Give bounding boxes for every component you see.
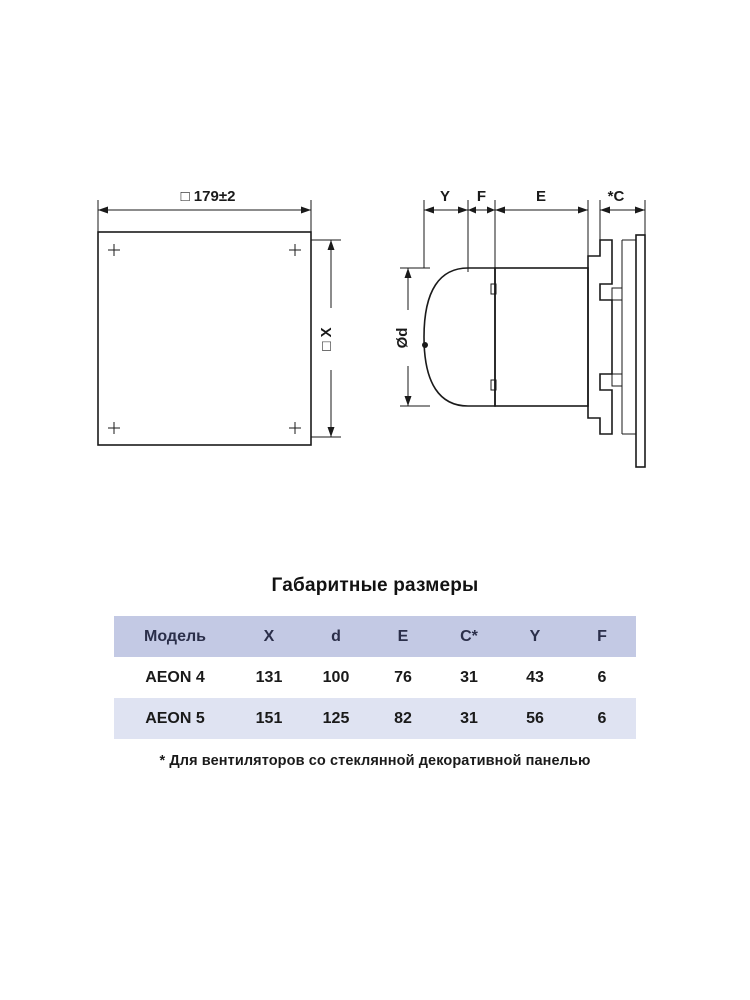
- column-header-f: F: [568, 616, 636, 657]
- column-header-x: X: [236, 616, 302, 657]
- corner-mark-top-left: [108, 244, 120, 256]
- side-dim-label-e: E: [535, 188, 547, 205]
- decorative-panel: [636, 235, 645, 467]
- front-width-label: □ 179±2: [180, 188, 236, 205]
- cell-x-aeon4: 131: [236, 657, 302, 698]
- front-panel-outline: [98, 232, 311, 445]
- flange-tab-top: [612, 288, 622, 300]
- column-header-c: C*: [436, 616, 502, 657]
- column-header-e: E: [370, 616, 436, 657]
- side-diameter-label: Ød: [394, 327, 411, 349]
- column-header-model: Модель: [114, 616, 236, 657]
- cell-d-aeon4: 100: [302, 657, 370, 698]
- flange-profile: [588, 240, 612, 434]
- flange-tab-bottom: [612, 374, 622, 386]
- cell-f-aeon4: 6: [568, 657, 636, 698]
- side-dim-label-y: Y: [439, 188, 451, 205]
- cell-model-aeon4: AEON 4: [114, 657, 236, 698]
- column-header-d: d: [302, 616, 370, 657]
- table-footnote: * Для вентиляторов со стеклянной декоративной панелью: [159, 753, 591, 769]
- dimensions-table-block: [0, 575, 750, 769]
- table-row: [114, 698, 636, 739]
- cell-c-aeon4: 31: [436, 657, 502, 698]
- cell-y-aeon4: 43: [502, 657, 568, 698]
- table-row: [114, 657, 636, 698]
- corner-mark-bottom-right: [289, 422, 301, 434]
- front-height-dimension: [311, 240, 342, 437]
- corner-mark-top-right: [289, 244, 301, 256]
- corner-mark-bottom-left: [108, 422, 120, 434]
- table-header-row: [114, 616, 636, 657]
- side-dim-label-c: *C: [607, 188, 625, 205]
- cell-d-aeon5: 125: [302, 698, 370, 739]
- front-width-dimension: [98, 187, 311, 232]
- axis-center-dot: [422, 342, 428, 348]
- cell-y-aeon5: 56: [502, 698, 568, 739]
- cell-f-aeon5: 6: [568, 698, 636, 739]
- dimensions-table: [114, 616, 636, 739]
- side-dim-label-f: F: [476, 188, 487, 205]
- cell-c-aeon5: 31: [436, 698, 502, 739]
- cell-x-aeon5: 151: [236, 698, 302, 739]
- fan-body-outline: [495, 268, 588, 406]
- side-view-group: [394, 187, 645, 467]
- cell-model-aeon5: AEON 5: [114, 698, 236, 739]
- table-title: Габаритные размеры: [271, 575, 479, 596]
- front-height-label: □ X: [318, 327, 335, 351]
- front-view-group: [98, 187, 342, 445]
- mounting-flange-group: [588, 240, 622, 434]
- cell-e-aeon5: 82: [370, 698, 436, 739]
- column-header-y: Y: [502, 616, 568, 657]
- motor-dome-outline: [424, 268, 495, 406]
- cell-e-aeon4: 76: [370, 657, 436, 698]
